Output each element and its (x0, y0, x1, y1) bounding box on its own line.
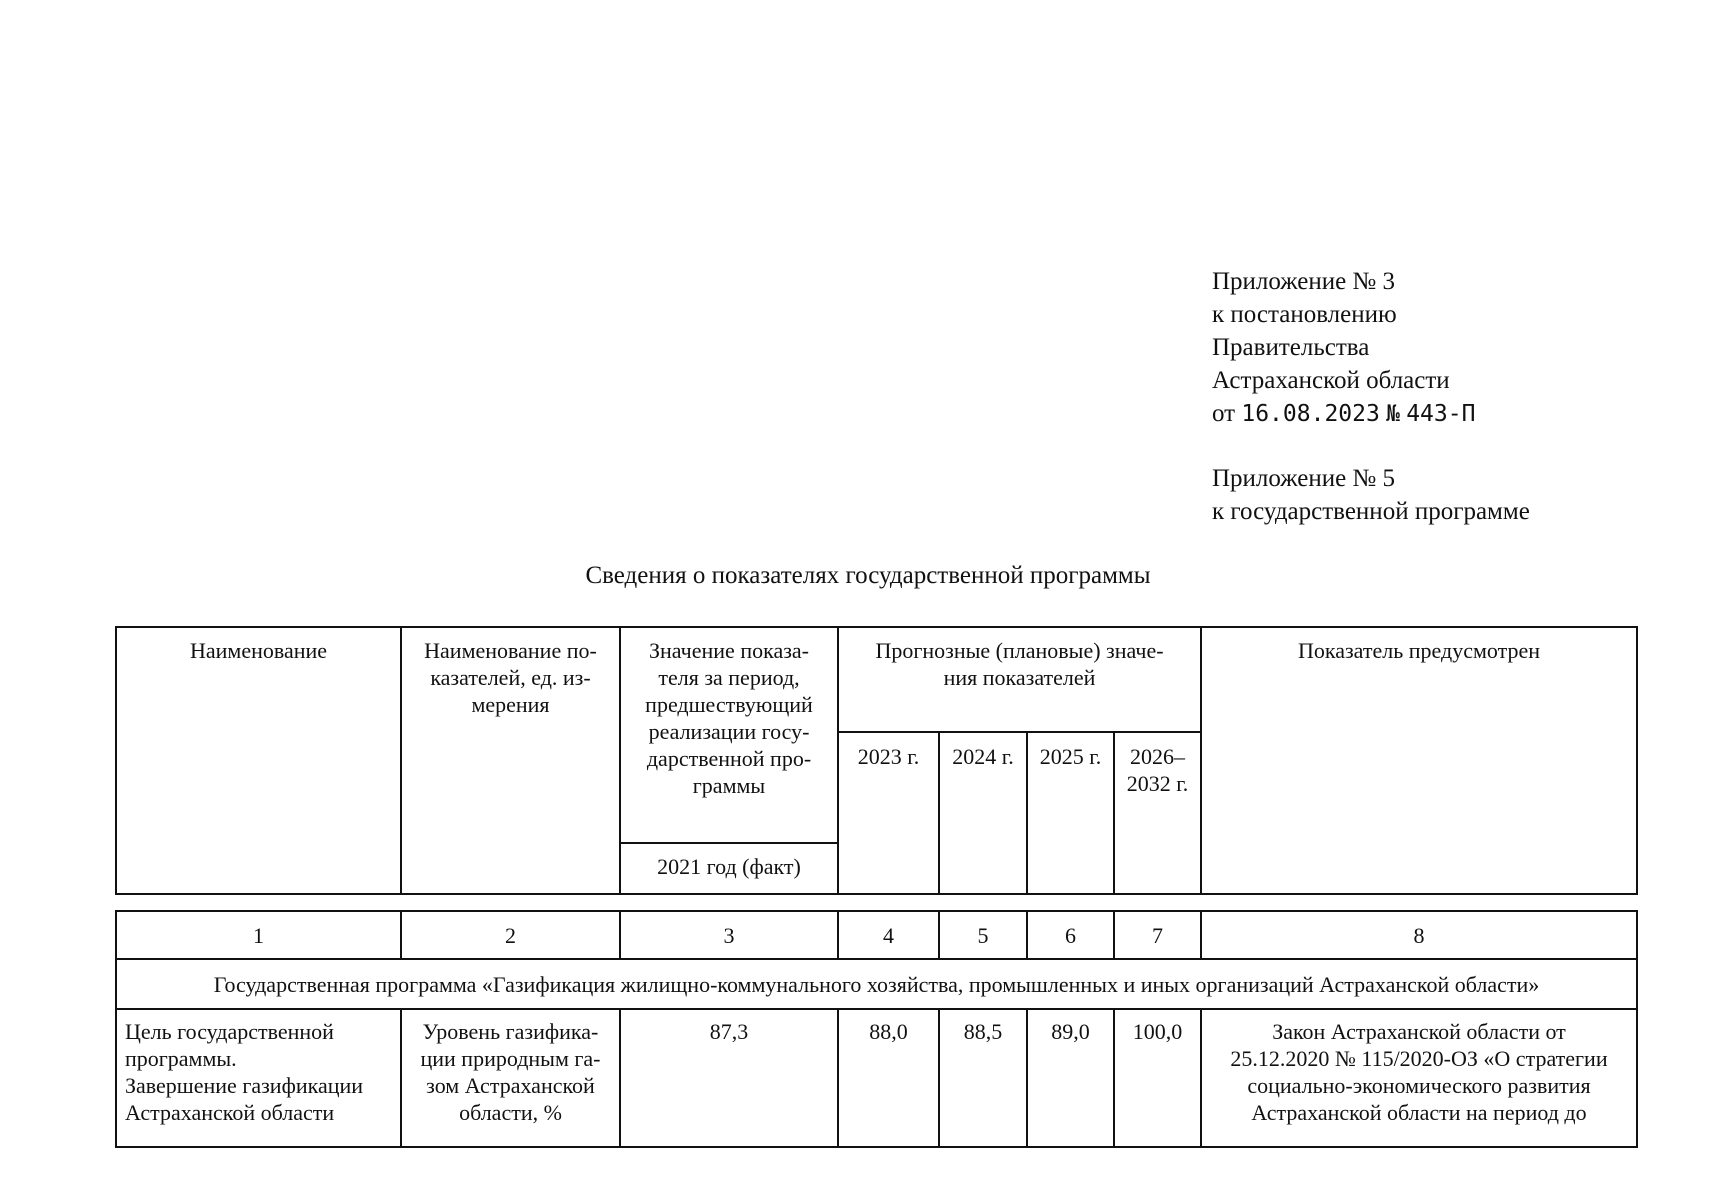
column-number: 2 (401, 911, 620, 959)
header-year-2025: 2025 г. (1027, 732, 1114, 894)
header-prior-line: дарственной про- (646, 746, 812, 771)
column-number: 7 (1114, 911, 1201, 959)
column-number: 3 (620, 911, 838, 959)
row-name-line: Завершение газификации (125, 1073, 364, 1098)
column-number: 1 (116, 911, 401, 959)
annex-5-line: к государственной программе (1212, 498, 1530, 525)
header-indicator-line: мерения (471, 692, 550, 717)
header-prior-sub: 2021 год (факт) (620, 843, 838, 894)
header-forecast-line: Прогнозные (плановые) значе- (875, 638, 1164, 663)
annex-3-line: к постановлению (1212, 301, 1397, 328)
document-title: Сведения о показателях государственной программы (585, 562, 1151, 589)
resolution-date: 16.08.2023 (1241, 401, 1380, 427)
date-prefix: от (1212, 400, 1236, 427)
row-indicator (401, 1009, 620, 1147)
header-prior-line: предшествующий (645, 692, 813, 717)
header-year-2024: 2024 г. (939, 732, 1027, 894)
resolution-number: 443-П (1406, 401, 1476, 427)
row-provided-line: 25.12.2020 № 115/2020-ОЗ «О стратегии (1230, 1046, 1608, 1071)
annex-3-line: Астраханской области (1212, 367, 1450, 394)
header-forecast (838, 627, 1201, 732)
header-year-2023: 2023 г. (838, 732, 939, 894)
row-name-line: программы. (125, 1046, 237, 1071)
indicators-header-table (115, 626, 1638, 895)
header-year-last-line: 2026– (1130, 744, 1185, 769)
annex-3-date-line (1212, 397, 1475, 430)
column-number: 5 (939, 911, 1027, 959)
annex-5-block (1212, 462, 1530, 528)
row-indicator-line: Уровень газифика- (422, 1019, 599, 1044)
annex-3-line: Правительства (1212, 334, 1370, 361)
row-value-2021: 87,3 (620, 1009, 838, 1147)
row-value-2024: 88,5 (939, 1009, 1027, 1147)
header-year-2026-2032 (1114, 732, 1201, 894)
column-number: 4 (838, 911, 939, 959)
row-indicator-line: зом Астраханской (426, 1073, 595, 1098)
annex-3-block (1212, 265, 1475, 430)
row-name-line: Цель государственной (125, 1019, 334, 1044)
annex-3-line: Приложение № 3 (1212, 268, 1396, 295)
header-prior-value (620, 627, 838, 843)
header-indicator-line: Наименование по- (424, 638, 597, 663)
row-provided-line: Закон Астраханской области от (1272, 1019, 1566, 1044)
row-provided-line: социально-экономического развития (1247, 1073, 1591, 1098)
section-title: Государственная программа «Газификация жилищно-коммунального хозяйства, промышленных и иных организаций Астраханской области» (116, 959, 1637, 1009)
header-name: Наименование (116, 627, 401, 894)
header-indicator-line: казателей, ед. из- (430, 665, 591, 690)
header-prior-line: Значение показа- (649, 638, 809, 663)
column-number: 8 (1201, 911, 1637, 959)
row-value-2023: 88,0 (838, 1009, 939, 1147)
header-provided: Показатель предусмотрен (1201, 627, 1637, 894)
section-row (116, 959, 1637, 1009)
header-prior-line: граммы (692, 773, 766, 798)
row-indicator-line: ции природным га- (420, 1046, 601, 1071)
header-indicator (401, 627, 620, 894)
header-prior-line: теля за период, (658, 665, 800, 690)
row-indicator-line: области, % (459, 1100, 562, 1125)
row-name (116, 1009, 401, 1147)
table-row (116, 1009, 1637, 1147)
row-provided (1201, 1009, 1637, 1147)
indicators-body-table (115, 910, 1638, 1148)
header-year-last-line: 2032 г. (1126, 771, 1189, 796)
row-provided-line: Астраханской области на период до (1251, 1100, 1587, 1125)
header-forecast-line: ния показателей (943, 665, 1096, 690)
column-number: 6 (1027, 911, 1114, 959)
row-value-2025: 89,0 (1027, 1009, 1114, 1147)
row-value-2026-2032: 100,0 (1114, 1009, 1201, 1147)
annex-5-line: Приложение № 5 (1212, 465, 1396, 492)
header-prior-line: реализации госу- (648, 719, 810, 744)
number-sign: № (1386, 401, 1400, 427)
row-name-line: Астраханской области (125, 1100, 335, 1125)
column-number-row (116, 911, 1637, 959)
